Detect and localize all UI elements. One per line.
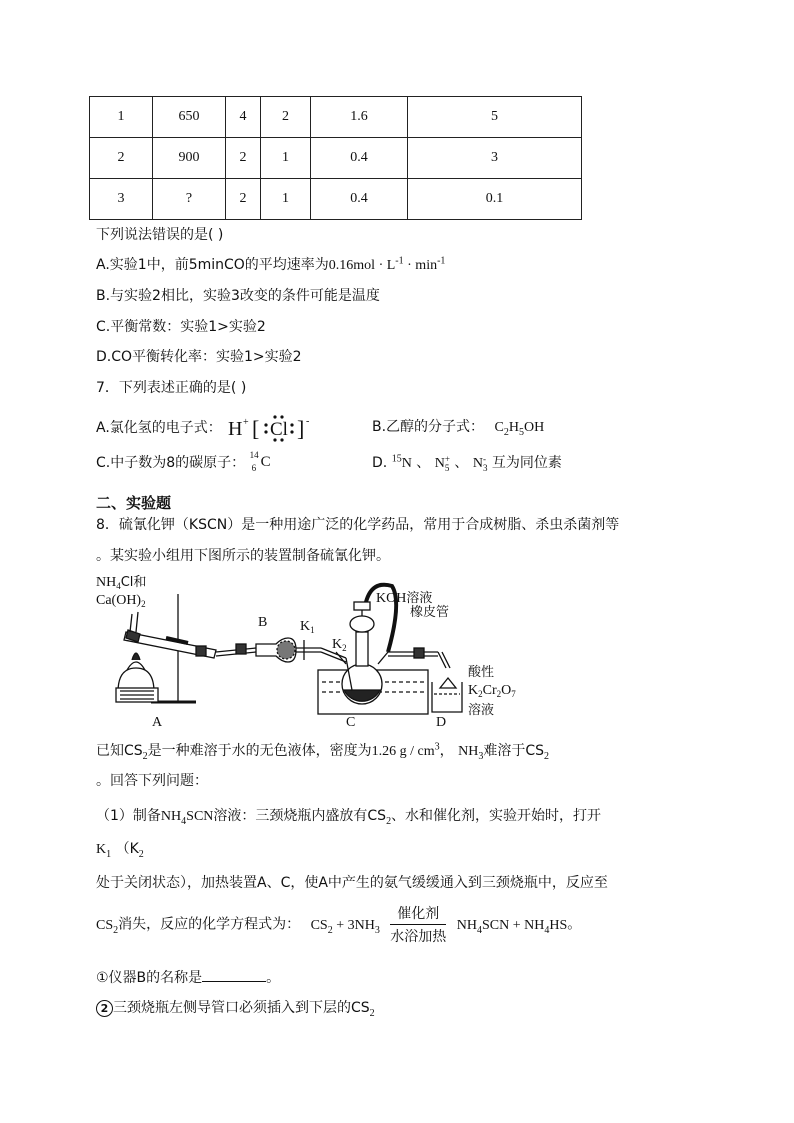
label-k1: $K_1$ bbox=[300, 619, 315, 635]
label-a: A bbox=[152, 715, 163, 730]
reaction-condition: $\frac{\text{催化剂}}{\text{水浴加热}}$ bbox=[390, 903, 446, 946]
label-b: B bbox=[258, 615, 268, 630]
table-row bbox=[90, 97, 582, 138]
table-cell: ? bbox=[153, 179, 226, 220]
label-rubber-tube: 橡皮管 bbox=[410, 605, 450, 620]
hcl-electron-formula bbox=[226, 413, 326, 443]
table-row bbox=[90, 138, 582, 179]
table-cell: 900 bbox=[153, 138, 226, 179]
q8-part1-line4: $CS_2$消失，反应的化学方程式为： $CS_2 + 3NH_3$ $\frac{\text{催化剂}}{\text{水浴加热}}$ $NH_4SCN + NH_4HS$。 bbox=[96, 903, 581, 946]
table-cell: 4 bbox=[226, 97, 261, 138]
svg-text:Cl: Cl bbox=[270, 419, 289, 440]
table-cell: 1 bbox=[261, 138, 311, 179]
table-cell: 2 bbox=[261, 97, 311, 138]
table-cell: 3 bbox=[90, 179, 153, 220]
q8-sub1: ①仪器B的名称是 。 bbox=[96, 970, 281, 986]
table-cell: 1 bbox=[261, 179, 311, 220]
q7-option-d: D. $^{15}$N 、 N + 5 、 N - 3 互为同位素 bbox=[372, 453, 562, 473]
svg-text:]: ] bbox=[297, 416, 305, 441]
table-cell: 0.4 bbox=[311, 138, 408, 179]
label-koh: KOH溶液 bbox=[376, 591, 433, 606]
svg-text:-: - bbox=[306, 416, 310, 427]
table-cell: 3 bbox=[408, 138, 582, 179]
label-dichromate: $K_2Cr_2O_7$ bbox=[468, 683, 516, 699]
q7-option-a: A.氯化氢的电子式： H + [ Cl ] - bbox=[96, 413, 326, 443]
q6-option-d: D.CO平衡转化率：实验1>实验2 bbox=[96, 349, 302, 365]
q8-part1-line1: （1）制备$NH_4SCN$溶液：三颈烧瓶内盛放有$CS_2$、水和催化剂，实验开始时，打开 bbox=[96, 808, 602, 827]
q8-sub2: 2 三颈烧瓶左侧导管口必须插入到下层的$CS_2$ bbox=[96, 997, 375, 1019]
label-acid: 酸性 bbox=[468, 665, 495, 680]
q6-option-c: C.平衡常数：实验1>实验2 bbox=[96, 319, 266, 335]
svg-text:[: [ bbox=[252, 416, 260, 441]
q6-option-b: B.与实验2相比，实验3改变的条件可能是温度 bbox=[96, 288, 380, 304]
apparatus-diagram bbox=[96, 572, 566, 732]
experiment-table bbox=[89, 96, 582, 220]
table-cell: 650 bbox=[153, 97, 226, 138]
table-cell: 0.1 bbox=[408, 179, 582, 220]
q7-stem: 7．下列表述正确的是( ) bbox=[96, 380, 247, 396]
q8-part1-line2: $K_1$ （$K_2$ bbox=[96, 841, 144, 860]
q6-option-a: A.实验1中，前5minCO的平均速率为$0.16mol \cdot L^{-1} \cdot \min^{-1}$ bbox=[96, 255, 446, 273]
q8-part1-line3: 处于关闭状态），加热装置A、C，使A中产生的氨气缓缓通入到三颈烧瓶中，反应至 bbox=[96, 875, 608, 891]
q8-given-2: 。回答下列问题： bbox=[96, 773, 208, 789]
table-cell: 2 bbox=[226, 179, 261, 220]
table-row bbox=[90, 179, 582, 220]
q7-option-b: B.乙醇的分子式： $C_2H_5OH$ bbox=[372, 419, 545, 438]
label-k2: $K_2$ bbox=[332, 637, 347, 653]
q8-line1: 8．硫氰化钾（KSCN）是一种用途广泛的化学药品，常用于合成树脂、杀虫杀菌剂等 bbox=[96, 517, 620, 533]
table-cell: 0.4 bbox=[311, 179, 408, 220]
reagent-label-2: $Ca(OH)_2$ bbox=[96, 593, 146, 609]
answer-blank[interactable] bbox=[202, 969, 266, 982]
experiment-table-body bbox=[90, 97, 582, 220]
table-cell: 5 bbox=[408, 97, 582, 138]
section-title: 二、实验题 bbox=[96, 494, 172, 512]
q8-given-1: 已知$CS_2$是一种难溶于水的无色液体，密度为1.26 g / $cm^3$， $NH_3$难溶于$CS_2$ bbox=[96, 741, 550, 762]
q6-stem: 下列说法错误的是( ) bbox=[96, 227, 224, 243]
table-cell: 1 bbox=[90, 97, 153, 138]
label-c: C bbox=[346, 715, 356, 730]
apparatus-d bbox=[432, 678, 462, 712]
svg-text:H: H bbox=[228, 418, 243, 440]
label-solution: 溶液 bbox=[468, 703, 495, 718]
table-cell: 2 bbox=[226, 138, 261, 179]
table-cell: 1.6 bbox=[311, 97, 408, 138]
label-d: D bbox=[436, 715, 447, 730]
svg-text:+: + bbox=[243, 417, 249, 428]
q7-option-c: C.中子数为8的碳原子： 14 6 C bbox=[96, 450, 271, 473]
reagent-label-1: $NH_4Cl$和 bbox=[96, 575, 147, 591]
q8-line2: 。某实验小组用下图所示的装置制备硫氰化钾。 bbox=[96, 548, 390, 564]
table-cell: 2 bbox=[90, 138, 153, 179]
